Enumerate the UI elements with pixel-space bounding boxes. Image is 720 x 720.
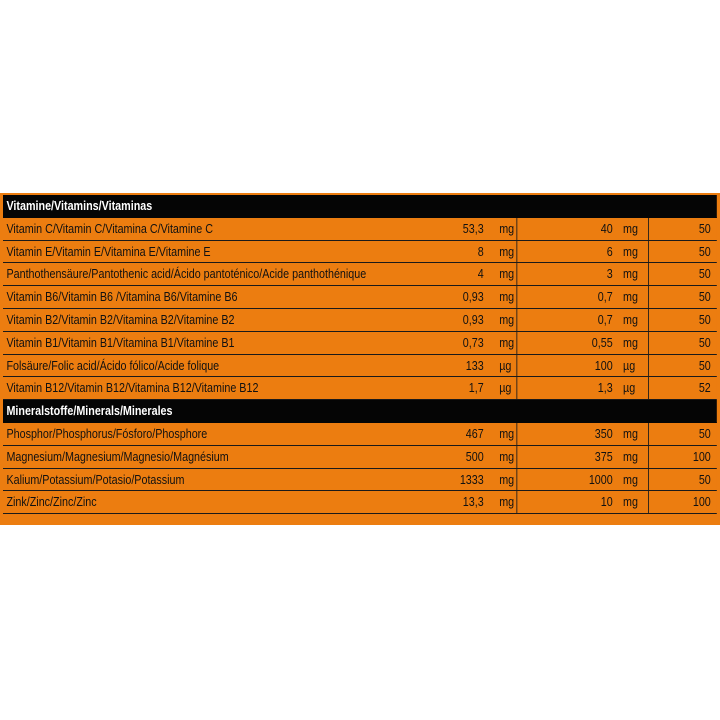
- amount-per-portion-unit: µg: [499, 381, 512, 396]
- amount-per-portion-value: 467: [465, 426, 484, 441]
- amount-per-portion-unit: mg: [499, 244, 515, 259]
- nutrient-name: Vitamin B1/Vitamin B1/Vitamina B1/Vitamine B1: [6, 335, 235, 350]
- amount-per-serving-unit: mg: [623, 426, 639, 441]
- amount-per-portion-unit: mg: [499, 449, 515, 464]
- amount-per-portion-value: 53,3: [462, 221, 484, 236]
- nutrient-name: Panthothensäure/Pantothenic acid/Ácido pantoténico/Acide panthothénique: [6, 267, 367, 282]
- amount-per-serving-value: 0,7: [597, 290, 613, 305]
- table-row: [3, 218, 717, 241]
- nutrition-table: [3, 195, 717, 514]
- percent-nrv: 50: [698, 335, 711, 350]
- column-divider: [516, 286, 517, 308]
- amount-per-serving-unit: mg: [623, 267, 639, 282]
- nutrient-name: Folsäure/Folic acid/Ácido fólico/Acide folique: [6, 358, 220, 373]
- amount-per-serving-value: 350: [594, 426, 613, 441]
- amount-per-portion-unit: mg: [499, 426, 515, 441]
- column-divider: [648, 332, 649, 354]
- column-divider: [648, 263, 649, 285]
- amount-per-serving-unit: mg: [623, 244, 639, 259]
- amount-per-serving-unit: mg: [623, 495, 639, 510]
- amount-per-serving-value: 0,55: [591, 335, 613, 350]
- nutrient-name: Kalium/Potassium/Potasio/Potassium: [6, 472, 185, 487]
- table-row: [3, 469, 717, 492]
- amount-per-portion-unit: mg: [499, 290, 515, 305]
- column-divider: [648, 377, 649, 399]
- nutrient-name: Zink/Zinc/Zinc/Zinc: [6, 495, 97, 510]
- table-row: [3, 446, 717, 469]
- column-divider: [516, 469, 517, 491]
- column-divider: [648, 309, 649, 331]
- percent-nrv: 50: [698, 472, 711, 487]
- section-header: [3, 195, 717, 218]
- table-row: [3, 241, 717, 264]
- amount-per-portion-value: 133: [465, 358, 484, 373]
- amount-per-portion-value: 0,73: [462, 335, 484, 350]
- column-divider: [516, 491, 517, 513]
- amount-per-portion-unit: mg: [499, 267, 515, 282]
- amount-per-portion-value: 0,93: [462, 290, 484, 305]
- column-divider: [516, 446, 517, 468]
- amount-per-serving-value: 3: [606, 267, 613, 282]
- amount-per-portion-unit: mg: [499, 221, 515, 236]
- percent-nrv: 50: [698, 312, 711, 327]
- percent-nrv: 50: [698, 426, 711, 441]
- amount-per-portion-unit: mg: [499, 335, 515, 350]
- amount-per-serving-unit: µg: [623, 381, 636, 396]
- amount-per-portion-unit: mg: [499, 495, 515, 510]
- amount-per-portion-value: 0,93: [462, 312, 484, 327]
- column-divider: [516, 332, 517, 354]
- section-title: Vitamine/Vitamins/Vitaminas: [6, 199, 153, 213]
- table-row: [3, 377, 717, 400]
- column-divider: [516, 263, 517, 285]
- nutrient-name: Vitamin E/Vitamin E/Vitamina E/Vitamine E: [6, 244, 211, 259]
- amount-per-serving-value: 375: [594, 449, 613, 464]
- column-divider: [516, 355, 517, 377]
- amount-per-serving-value: 40: [600, 221, 613, 236]
- column-divider: [648, 241, 649, 263]
- nutrient-name: Vitamin B12/Vitamin B12/Vitamina B12/Vitamine B12: [6, 381, 259, 396]
- column-divider: [648, 218, 649, 240]
- amount-per-serving-unit: mg: [623, 449, 639, 464]
- amount-per-portion-unit: mg: [499, 472, 515, 487]
- amount-per-serving-unit: mg: [623, 290, 639, 305]
- column-divider: [516, 423, 517, 445]
- table-row: [3, 309, 717, 332]
- section-header: [3, 400, 717, 423]
- percent-nrv: 52: [698, 381, 711, 396]
- amount-per-serving-value: 10: [600, 495, 613, 510]
- percent-nrv: 50: [698, 221, 711, 236]
- nutrient-name: Magnesium/Magnesium/Magnesio/Magnésium: [6, 449, 229, 464]
- column-divider: [516, 309, 517, 331]
- column-divider: [648, 423, 649, 445]
- amount-per-portion-value: 1,7: [468, 381, 484, 396]
- column-divider: [516, 241, 517, 263]
- amount-per-serving-unit: mg: [623, 335, 639, 350]
- percent-nrv: 50: [698, 267, 711, 282]
- table-row: [3, 355, 717, 378]
- amount-per-serving-value: 1,3: [597, 381, 613, 396]
- column-divider: [648, 469, 649, 491]
- nutrient-name: Vitamin B2/Vitamin B2/Vitamina B2/Vitamine B2: [6, 312, 235, 327]
- nutrient-name: Vitamin B6/Vitamin B6 /Vitamina B6/Vitamine B6: [6, 290, 238, 305]
- column-divider: [516, 377, 517, 399]
- table-row: [3, 423, 717, 446]
- nutrition-table-panel: [0, 193, 720, 525]
- column-divider: [648, 491, 649, 513]
- amount-per-serving-unit: mg: [623, 472, 639, 487]
- amount-per-serving-value: 0,7: [597, 312, 613, 327]
- percent-nrv: 100: [692, 449, 711, 464]
- amount-per-serving-value: 100: [594, 358, 613, 373]
- nutrient-name: Vitamin C/Vitamin C/Vitamina C/Vitamine C: [6, 221, 213, 236]
- amount-per-portion-value: 1333: [459, 472, 484, 487]
- table-row: [3, 332, 717, 355]
- percent-nrv: 50: [698, 244, 711, 259]
- amount-per-serving-unit: µg: [623, 358, 636, 373]
- percent-nrv: 50: [698, 358, 711, 373]
- amount-per-serving-value: 6: [606, 244, 613, 259]
- amount-per-serving-value: 1000: [588, 472, 613, 487]
- column-divider: [648, 286, 649, 308]
- amount-per-portion-unit: µg: [499, 358, 512, 373]
- percent-nrv: 100: [692, 495, 711, 510]
- table-row: [3, 263, 717, 286]
- amount-per-serving-unit: mg: [623, 221, 639, 236]
- amount-per-serving-unit: mg: [623, 312, 639, 327]
- section-title: Mineralstoffe/Minerals/Minerales: [6, 404, 173, 419]
- amount-per-portion-value: 4: [477, 267, 484, 282]
- table-row: [3, 286, 717, 309]
- amount-per-portion-value: 500: [465, 449, 484, 464]
- column-divider: [648, 355, 649, 377]
- column-divider: [648, 446, 649, 468]
- amount-per-portion-value: 8: [477, 244, 484, 259]
- table-row: [3, 491, 717, 514]
- amount-per-portion-unit: mg: [499, 312, 515, 327]
- column-divider: [516, 218, 517, 240]
- percent-nrv: 50: [698, 290, 711, 305]
- nutrient-name: Phosphor/Phosphorus/Fósforo/Phosphore: [6, 426, 208, 441]
- amount-per-portion-value: 13,3: [462, 495, 484, 510]
